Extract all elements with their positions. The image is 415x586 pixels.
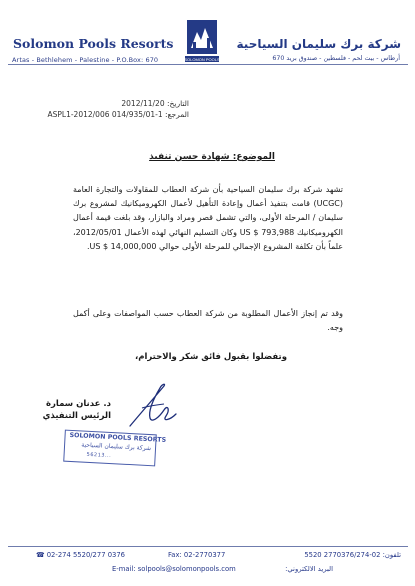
- footer-email-ar: البريد الالكتروني:: [285, 565, 333, 573]
- header-divider: [8, 64, 408, 65]
- company-name-en: Solomon Pools Resorts: [13, 36, 174, 51]
- company-address-en: Artas - Bethlehem - Palestine - P.O.Box: 670: [12, 56, 159, 64]
- stamp-text-en: SOLOMON POOLS RESORTS: [69, 431, 167, 444]
- company-logo-icon: [183, 18, 221, 64]
- phone-icon: ☎: [36, 551, 45, 559]
- letter-paragraph-2: وقد تم إنجاز الأعمال المطلوبة من شركة العطاب حسب المواصفات وعلى أكمل وجه.: [73, 309, 343, 333]
- handwritten-signature: [120, 380, 180, 432]
- company-name-ar: شركة برك سليمان السياحية: [236, 37, 401, 51]
- signatory-title: الرئيس التنفيذي: [42, 411, 111, 421]
- footer-email: E-mail: solpools@solomonpools.com: [112, 565, 236, 573]
- letter-reference: المرجع: 1-01/ASPL1-2012/006 014/935: [47, 110, 189, 119]
- company-stamp: [63, 430, 167, 467]
- footer-divider: [8, 546, 408, 547]
- letter-closing: وتفضلوا بقبول فائق شكر والاحترام،: [135, 352, 287, 362]
- footer-phone-ar: تلفون: 02-2770376/274 5520: [304, 551, 401, 559]
- letter-date: التاريخ: 2012/11/20: [121, 99, 189, 108]
- footer-phone: ☎ 02-274 5520/277 0376: [36, 551, 125, 559]
- stamp-text-ar: شركة برك سليمان السياحية: [81, 441, 152, 453]
- letter-subject: الموضوع: شهادة حسن تنفيذ: [149, 152, 275, 162]
- signatory-name: د. عدنان سمارة: [45, 399, 111, 409]
- letter-paragraph-1: تشهد شركة برك سليمان السياحية بأن شركة العطاب للمقاولات والتجارة العامة (UCGC) قامت بتنفيذ أعمال وإعادة التأهيل لأعمال الكهروميكانيك لمشروع برك سليمان / المرحلة الأولى، والتي تشمل قصر ومراد والبازار، وقد بلغت قيمة أعمال الكهروميكانيك 793,988 $ US وكان التسليم النهائي لهذه الأعمال 2012/05/01، علماً بأن تكلفة المشروع الإجمالي للمرحلة الأولى حوالي US $ 14,000,000.: [73, 185, 343, 251]
- footer-fax: Fax: 02-2770377: [168, 551, 226, 559]
- stamp-registration: 56213...: [86, 451, 112, 460]
- company-address-ar: أرطاس - بيت لحم - فلسطين - صندوق بريد 670: [272, 55, 400, 62]
- logo-caption: SOLOMON POOLS: [184, 57, 220, 62]
